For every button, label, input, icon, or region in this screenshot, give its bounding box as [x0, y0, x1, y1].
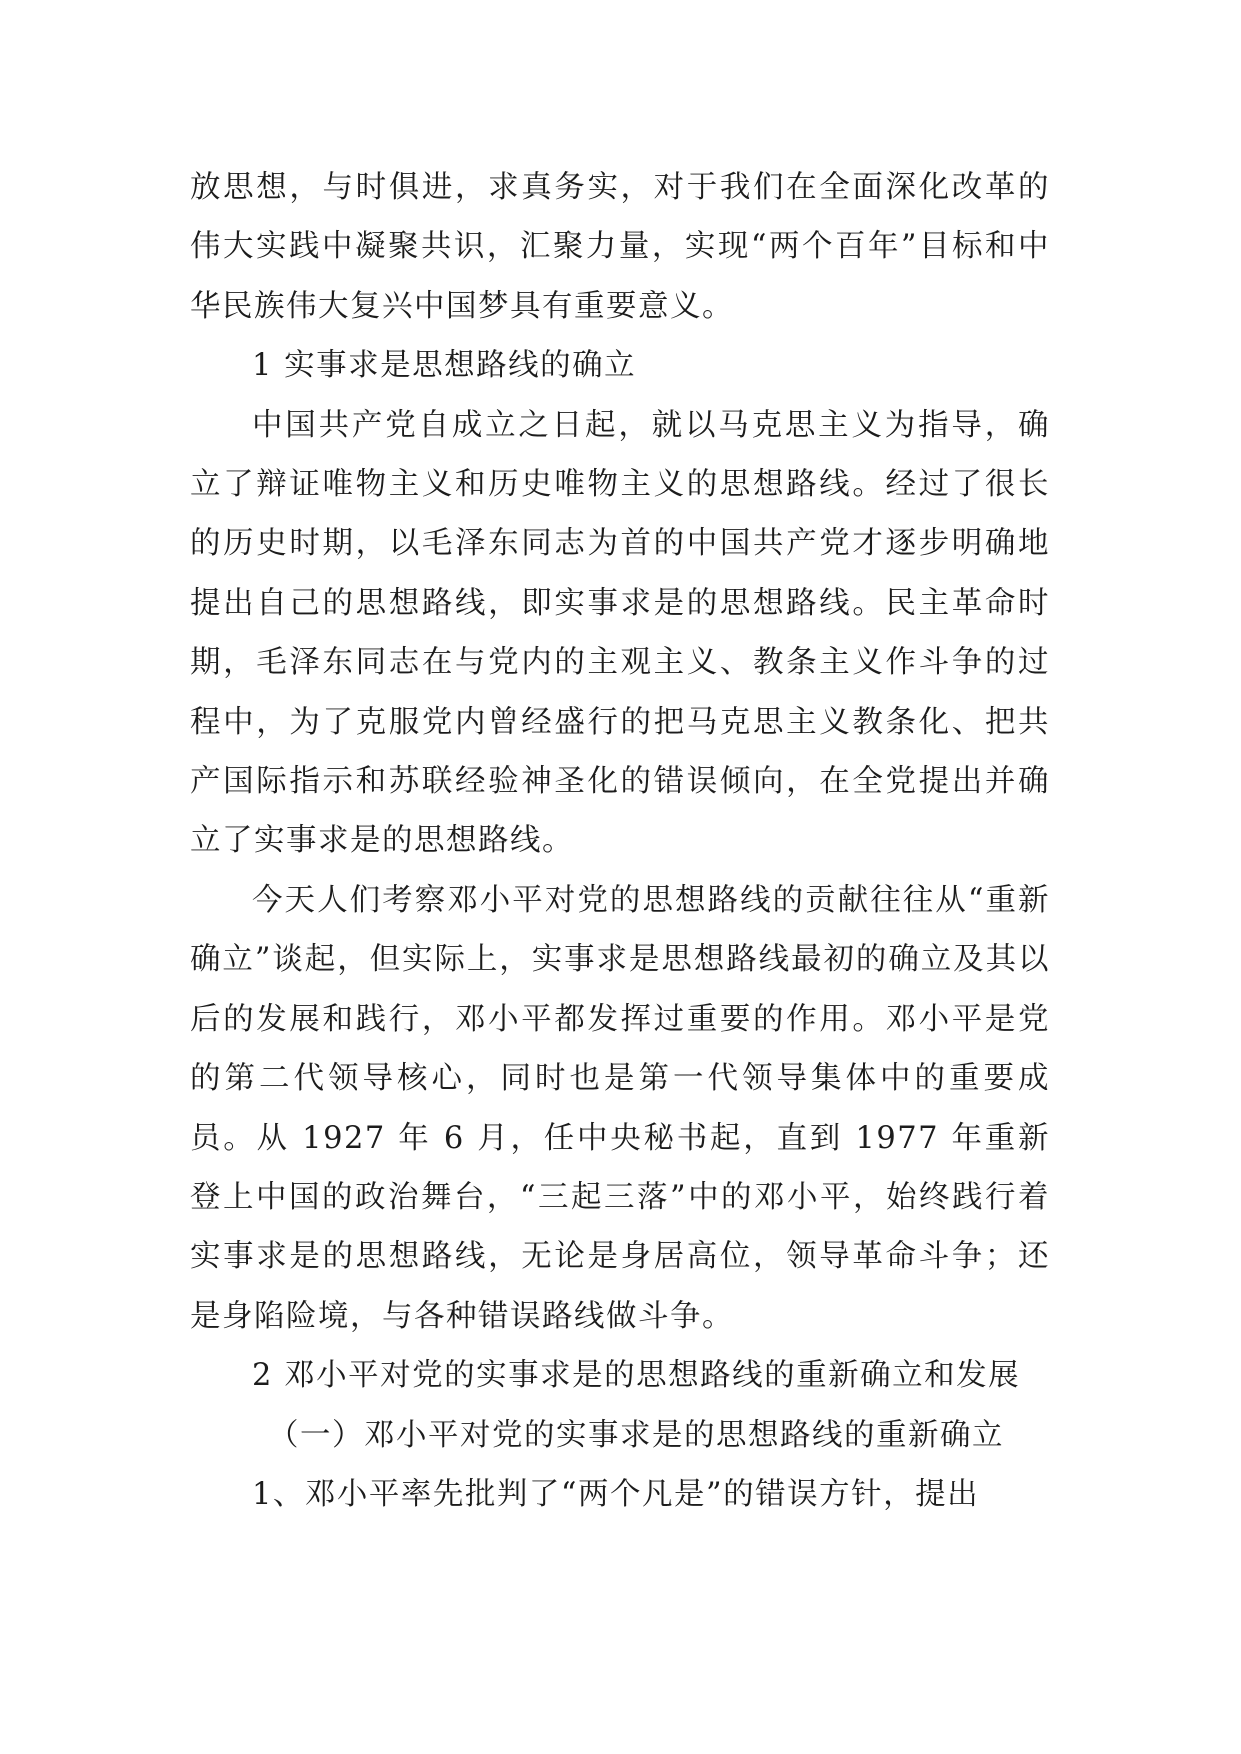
document-body [190, 158, 1050, 1524]
section-heading-2: 2 邓小平对党的实事求是的思想路线的重新确立和发展 [252, 1358, 1021, 1394]
subsection-heading-1: （一）邓小平对党的实事求是的思想路线的重新确立 [268, 1417, 1004, 1453]
paragraph-establishment: 中国共产党自成立之日起，就以马克思主义为指导，确立了辩证唯物主义和历史唯物主义的思想路线。经过了很长的历史时期，以毛泽东同志为首的中国共产党才逐步明确地提出自己的思想路线，即实事求是的思想路线。民主革命时期，毛泽东同志在与党内的主观主义、教条主义作斗争的过程中，为了克服党内曾经盛行的把马克思主义教条化、把共产国际指示和苏联经验神圣化的错误倾向，在全党提出并确立了实事求是的思想路线。 [190, 407, 1050, 859]
paragraph-point-1: 1、邓小平率先批判了“两个凡是”的错误方针，提出 [252, 1476, 980, 1512]
section-heading-1: 1 实事求是思想路线的确立 [252, 348, 637, 384]
paragraph-deng-contribution: 今天人们考察邓小平对党的思想路线的贡献往往从“重新确立”谈起，但实际上，实事求是思想路线最初的确立及其以后的发展和践行，邓小平都发挥过重要的作用。邓小平是党的第二代领导核心，同时也是第一代领导集体中的重要成员。从 1927 年 6 月，任中央秘书起，直到 1977 年重新登上中国的政治舞台，“三起三落”中的邓小平，始终践行着实事求是的思想路线，无论是身居高位，领导革命斗争；还是身陷险境，与各种错误路线做斗争。 [190, 882, 1050, 1334]
paragraph-continuation: 放思想，与时俱进，求真务实，对于我们在全面深化改革的伟大实践中凝聚共识，汇聚力量，实现“两个百年”目标和中华民族伟大复兴中国梦具有重要意义。 [190, 170, 1050, 324]
